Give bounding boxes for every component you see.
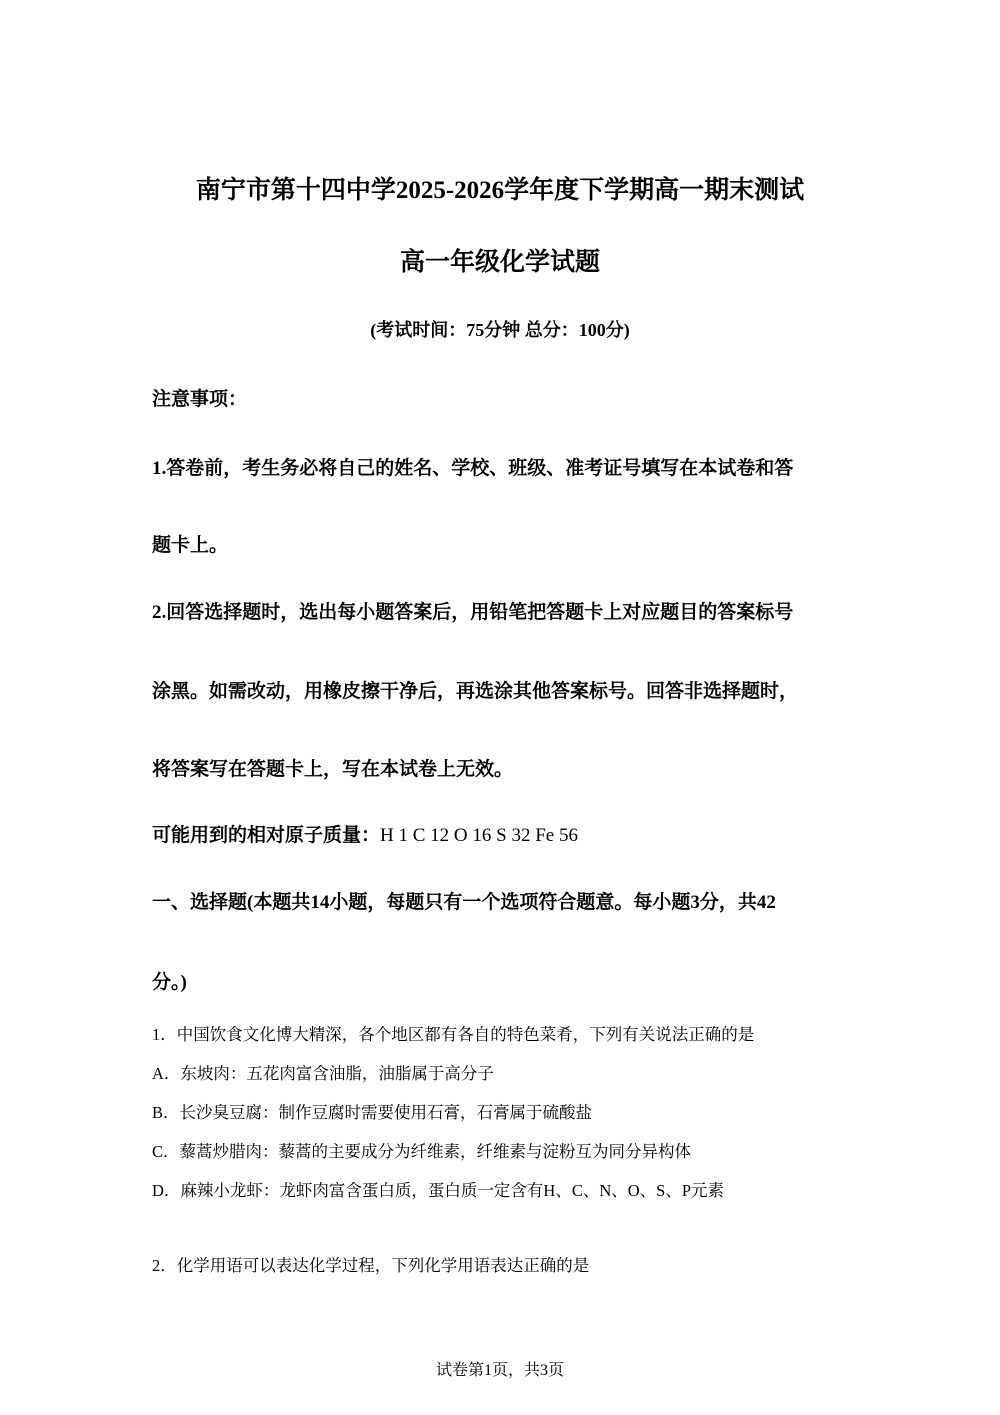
question-1-stem: 1．中国饮食文化博大精深，各个地区都有各自的特色菜肴，下列有关说法正确的是 [152,1025,755,1044]
question-1-option-a: A．东坡肉：五花肉富含油脂，油脂属于高分子 [152,1064,494,1083]
exam-info: (考试时间：75分钟 总分：100分) [370,320,630,340]
notice-heading: 注意事项： [152,389,248,410]
notice-line: 题卡上。 [152,535,229,556]
atomic-mass-line [152,820,578,847]
notice-line: 将答案写在答题卡上，写在本试卷上无效。 [152,759,514,780]
exam-subtitle: 高一年级化学试题 [399,249,600,276]
question-2-stem: 2．化学用语可以表达化学过程，下列化学用语表达正确的是 [152,1256,590,1275]
question-1-option-d: D．麻辣小龙虾：龙虾肉富含蛋白质，蛋白质一定含有H、C、N、O、S、P元素 [152,1181,725,1200]
notice-line: 1.答卷前，考生务必将自己的姓名、学校、班级、准考证号填写在本试卷和答 [152,458,794,479]
notice-line: 2.回答选择题时，选出每小题答案后，用铅笔把答题卡上对应题目的答案标号 [152,602,794,623]
question-1-option-c: C．藜蒿炒腊肉：藜蒿的主要成分为纤维素，纤维素与淀粉互为同分异构体 [152,1142,692,1161]
section-heading-continued: 分。) [152,972,187,993]
atomic-mass-label: 可能用到的相对原子质量： [152,825,381,846]
question-1-option-b: B．长沙臭豆腐：制作豆腐时需要使用石膏，石膏属于硫酸盐 [152,1103,593,1122]
exam-title: 南宁市第十四中学2025-2026学年度下学期高一期末测试 [195,177,805,204]
atomic-mass-values: H 1 C 12 O 16 S 32 Fe 56 [380,825,578,846]
section-heading: 一、选择题(本题共14小题，每题只有一个选项符合题意。每小题3分，共42 [152,892,776,913]
page-footer: 试卷第1页，共3页 [435,1362,564,1379]
notice-line: 涂黑。如需改动，用橡皮擦干净后，再选涂其他答案标号。回答非选择题时， [152,681,799,702]
